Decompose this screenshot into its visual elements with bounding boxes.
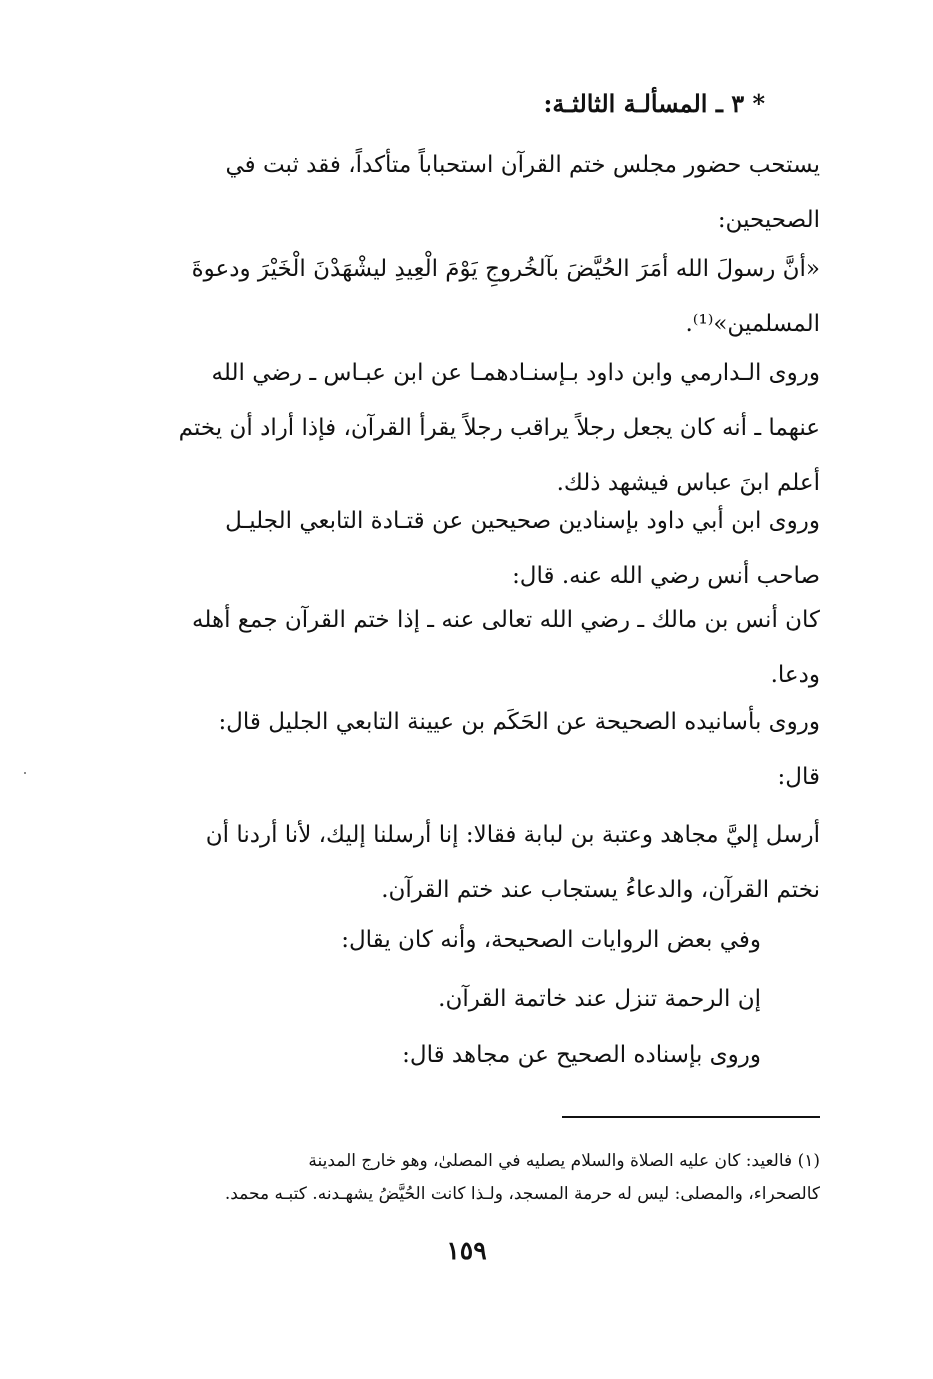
footnote-line: كالصحراء، والمصلى: ليس له حرمة المسجد، ولـذا كانت الحُيَّضُ يشهـدنه. كتبـه محمد. <box>224 1184 820 1204</box>
footnote-line: (١) فالعيد: كان عليه الصلاة والسلام يصليه في المصلىٰ، وهو خارج المدينة <box>308 1151 820 1171</box>
page-number: ١٥٩ <box>446 1236 487 1265</box>
footnote <box>128 1145 820 1211</box>
text-line: أرسل إليَّ مجاهد وعتبة بن لبابة فقالا: إنا أرسلنا إليك، لأنا أردنا أن <box>205 822 820 848</box>
text-line: يستحب حضور مجلس ختم القرآن استحباباً متأكداً، فقد ثبت في <box>225 152 820 178</box>
paragraph-3 <box>130 346 820 511</box>
text-line: ودعا. <box>770 662 820 688</box>
text-line: «أنَّ رسولَ الله أمَرَ الحُيَّضَ بآلخُروجِ يَوْمَ الْعِيدِ ليشْهَدْنَ الْخَيْرَ ودعوةَ <box>191 256 820 282</box>
paragraph-6 <box>130 695 820 805</box>
text-line: نختم القرآن، والدعاءُ يستجاب عند ختم القرآن. <box>381 877 820 903</box>
footnote-separator <box>562 1116 820 1118</box>
text-line: عنهما ـ أنه كان يجعل رجلاً يراقب رجلاً يقرأ القرآن، فإذا أراد أن يختم <box>178 415 820 441</box>
text-line: صاحب أنس رضي الله عنه. قال: <box>512 563 820 589</box>
scan-speck <box>24 772 26 774</box>
paragraph-7 <box>130 808 820 918</box>
text-line: وروى الـدارمي وابن داود بـإسنـادهمـا عن ابن عبـاس ـ رضي الله <box>211 360 820 386</box>
section-heading: * ٣ ـ المسألـة الثالثـة: <box>543 89 765 118</box>
text-line: كان أنس بن مالك ـ رضي الله تعالى عنه ـ إذا ختم القرآن جمع أهله <box>192 607 820 633</box>
paragraph-4 <box>130 494 820 604</box>
text-line: وفي بعض الروايات الصحيحة، وأنه كان يقال: <box>341 927 761 953</box>
text-line: وروى بإسناده الصحيح عن مجاهد قال: <box>402 1042 761 1068</box>
paragraph-5 <box>130 593 820 703</box>
text-line: وروى بأسانيده الصحيحة عن الحَكَم بن عيينة التابعي الجليل قال: <box>218 709 820 735</box>
text-line: قال: <box>777 764 820 790</box>
text-line: أعلم ابنَ عباس فيشهد ذلك. <box>556 470 820 496</box>
text-line: المسلمين»⁽¹⁾. <box>685 311 820 337</box>
text-line: إن الرحمة تنزل عند خاتمة القرآن. <box>438 986 761 1012</box>
paragraph-hadith <box>130 242 820 352</box>
text-line: وروى ابن أبي داود بإسنادين صحيحين عن قتـادة التابعي الجليـل <box>225 508 820 534</box>
paragraph-1 <box>130 138 820 248</box>
text-line: الصحيحين: <box>717 207 820 233</box>
